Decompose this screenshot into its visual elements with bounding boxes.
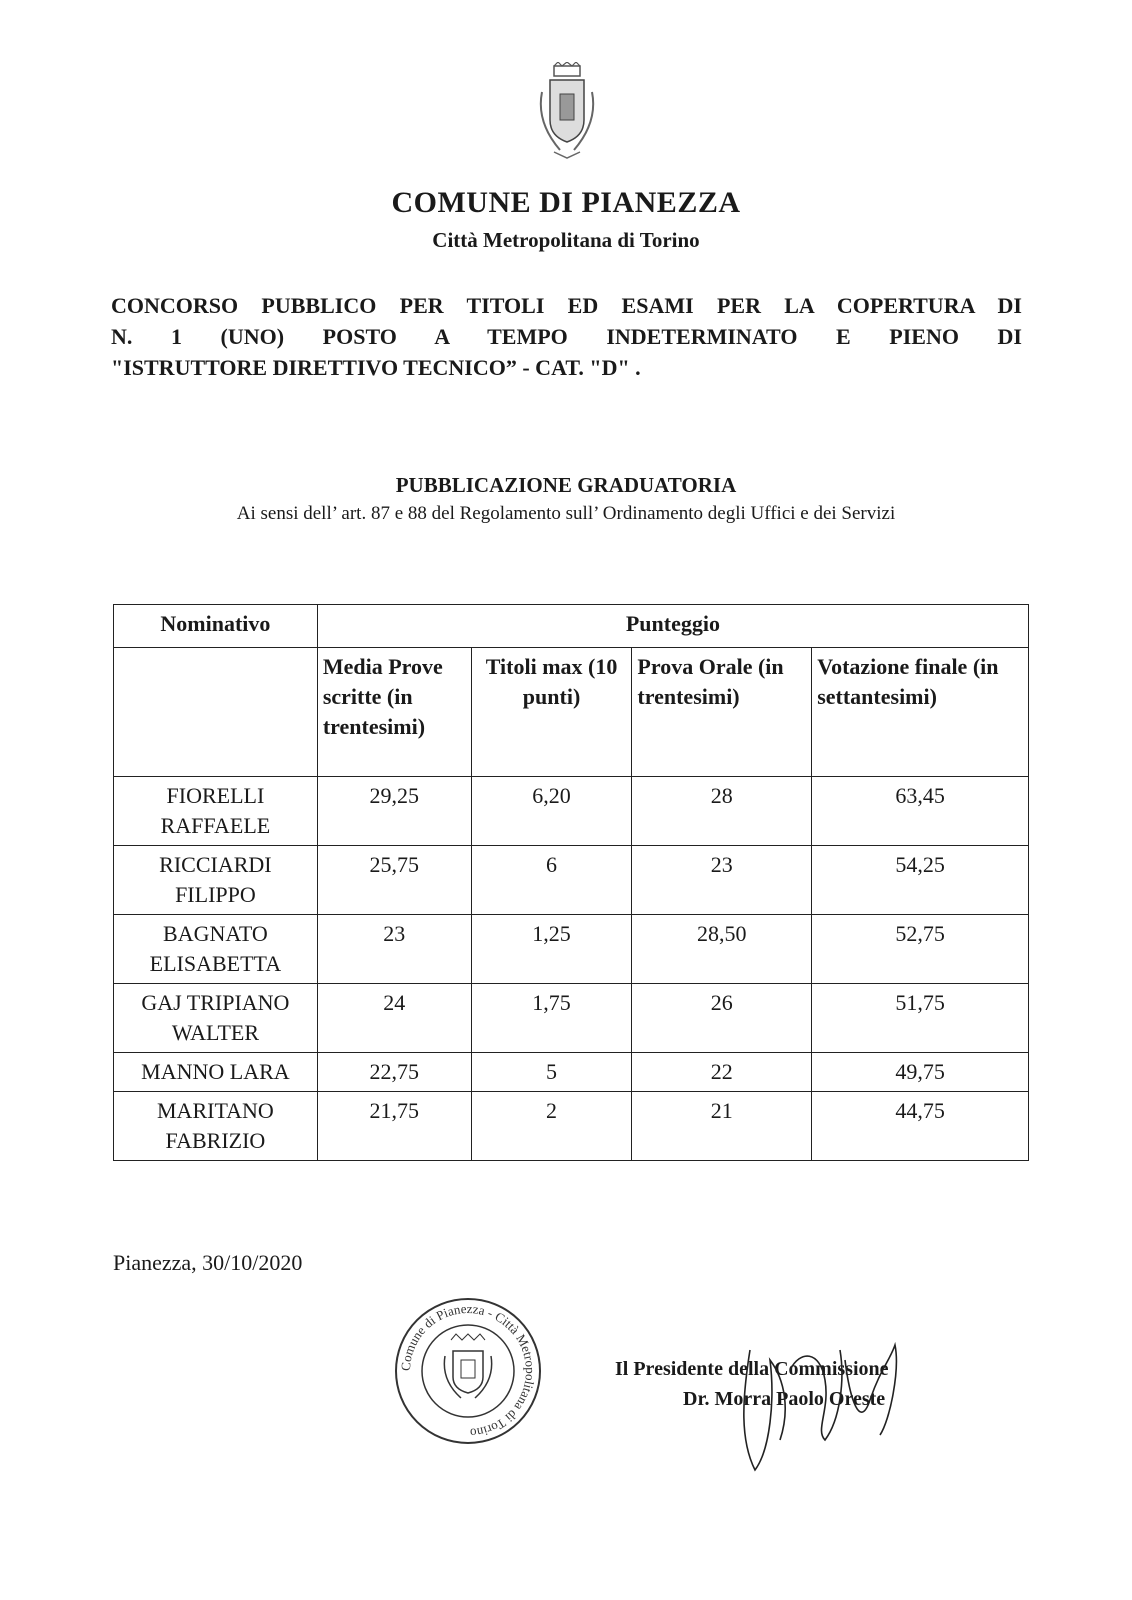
official-seal-stamp	[393, 1296, 543, 1446]
candidate-name: MARITANO FABRIZIO	[114, 1092, 318, 1161]
contest-line-3: "ISTRUTTORE DIRETTIVO TECNICO” - CAT. "D" .	[111, 355, 641, 380]
score-orale: 28	[632, 777, 812, 846]
header-punteggio: Punteggio	[317, 605, 1028, 648]
candidate-name: BAGNATO ELISABETTA	[114, 915, 318, 984]
score-titoli: 1,75	[471, 984, 632, 1053]
score-orale: 26	[632, 984, 812, 1053]
page-title: COMUNE DI PIANEZZA	[391, 186, 741, 219]
table-row	[114, 846, 1029, 915]
subheader-titoli: Titoli max (10 punti)	[471, 648, 632, 777]
score-finale: 63,45	[812, 777, 1029, 846]
score-scritte: 21,75	[317, 1092, 471, 1161]
contest-description	[111, 290, 1022, 383]
table-row	[114, 777, 1029, 846]
ranking-table	[113, 604, 1029, 1161]
score-finale: 44,75	[812, 1092, 1029, 1161]
score-scritte: 25,75	[317, 846, 471, 915]
score-finale: 51,75	[812, 984, 1029, 1053]
score-titoli: 5	[471, 1053, 632, 1092]
score-titoli: 6,20	[471, 777, 632, 846]
candidate-name: MANNO LARA	[114, 1053, 318, 1092]
score-finale: 52,75	[812, 915, 1029, 984]
contest-line-1: CONCORSO PUBBLICO PER TITOLI ED ESAMI PER LA COPERTURA DI	[111, 293, 1022, 318]
seal-text: Comune di Pianezza - Città Metropolitana di Torino	[397, 1300, 539, 1442]
score-finale: 54,25	[812, 846, 1029, 915]
candidate-name: GAJ TRIPIANO WALTER	[114, 984, 318, 1053]
score-orale: 28,50	[632, 915, 812, 984]
subheader-prova-orale: Prova Orale (in trentesimi)	[632, 648, 812, 777]
table-header-row	[114, 605, 1029, 648]
table-row	[114, 984, 1029, 1053]
subheader-votazione-finale: Votazione finale (in settantesimi)	[812, 648, 1029, 777]
score-scritte: 23	[317, 915, 471, 984]
score-finale: 49,75	[812, 1053, 1029, 1092]
subheader-empty	[114, 648, 318, 777]
page-subtitle: Città Metropolitana di Torino	[432, 228, 700, 252]
candidate-name: FIORELLI RAFFAELE	[114, 777, 318, 846]
municipal-crest-icon	[532, 62, 602, 162]
header-nominativo: Nominativo	[114, 605, 318, 648]
score-orale: 22	[632, 1053, 812, 1092]
score-scritte: 29,25	[317, 777, 471, 846]
signer-role: Il Presidente della Commissione	[615, 1358, 889, 1380]
svg-text:Comune di Pianezza - Città Met	[398, 1301, 538, 1441]
subheader-media-prove: Media Prove scritte (in trentesimi)	[317, 648, 471, 777]
table-row	[114, 915, 1029, 984]
score-scritte: 24	[317, 984, 471, 1053]
score-titoli: 1,25	[471, 915, 632, 984]
publication-subtitle: Ai sensi dell’ art. 87 e 88 del Regolamento sull’ Ordinamento degli Uffici e dei Servizi	[236, 503, 896, 524]
table-row	[114, 1092, 1029, 1161]
place-date: Pianezza, 30/10/2020	[113, 1250, 303, 1275]
table-row	[114, 1053, 1029, 1092]
contest-line-2: N. 1 (UNO) POSTO A TEMPO INDETERMINATO E PIENO DI	[111, 324, 1022, 349]
table-subheader-row	[114, 648, 1029, 777]
candidate-name: RICCIARDI FILIPPO	[114, 846, 318, 915]
score-titoli: 2	[471, 1092, 632, 1161]
score-scritte: 22,75	[317, 1053, 471, 1092]
score-titoli: 6	[471, 846, 632, 915]
signer-name: Dr. Morra Paolo Oreste	[683, 1388, 886, 1410]
handwritten-signature	[730, 1340, 930, 1480]
publication-title: PUBBLICAZIONE GRADUATORIA	[395, 473, 737, 497]
score-orale: 23	[632, 846, 812, 915]
score-orale: 21	[632, 1092, 812, 1161]
